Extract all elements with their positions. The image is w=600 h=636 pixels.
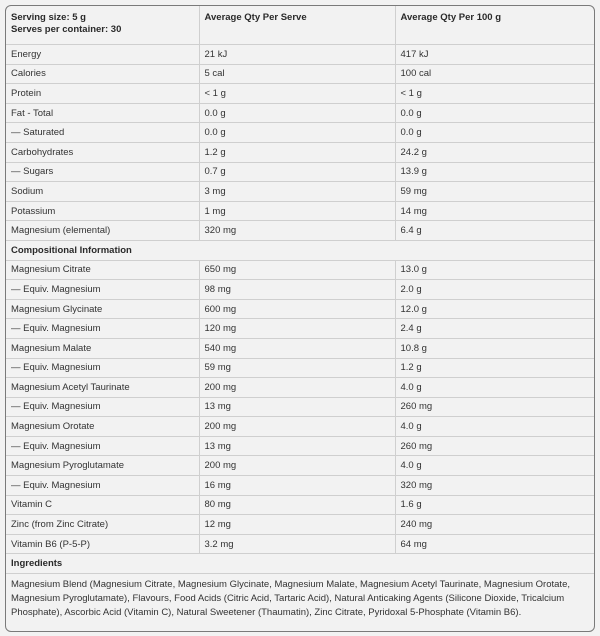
table-row — [6, 162, 594, 182]
nutrient-name: Calories — [6, 64, 199, 84]
qty-per-100g: 6.4 g — [395, 221, 594, 241]
nutrient-name: — Equiv. Magnesium — [6, 319, 199, 339]
nutrition-panel — [5, 5, 595, 632]
nutrient-name: Protein — [6, 84, 199, 104]
qty-per-serve: 16 mg — [199, 476, 395, 496]
qty-per-100g: 2.4 g — [395, 319, 594, 339]
qty-per-100g: 1.6 g — [395, 495, 594, 515]
qty-per-serve: 320 mg — [199, 221, 395, 241]
qty-per-serve: 200 mg — [199, 378, 395, 398]
table-row — [6, 338, 594, 358]
nutrient-name: — Equiv. Magnesium — [6, 280, 199, 300]
qty-per-serve: 200 mg — [199, 456, 395, 476]
nutrient-name: Magnesium Glycinate — [6, 299, 199, 319]
table-row — [6, 201, 594, 221]
qty-per-100g: 240 mg — [395, 515, 594, 535]
qty-per-100g: 59 mg — [395, 182, 594, 202]
qty-per-100g: 64 mg — [395, 534, 594, 554]
qty-per-100g: 4.0 g — [395, 417, 594, 437]
nutrient-name: — Sugars — [6, 162, 199, 182]
qty-per-serve: 98 mg — [199, 280, 395, 300]
nutrient-name: — Equiv. Magnesium — [6, 397, 199, 417]
nutrient-name: Magnesium (elemental) — [6, 221, 199, 241]
column-header-per-100g: Average Qty Per 100 g — [395, 6, 594, 45]
nutrient-name: Fat - Total — [6, 103, 199, 123]
table-row — [6, 319, 594, 339]
table-row — [6, 436, 594, 456]
qty-per-100g: < 1 g — [395, 84, 594, 104]
nutrient-name: Magnesium Pyroglutamate — [6, 456, 199, 476]
qty-per-100g: 14 mg — [395, 201, 594, 221]
table-row — [6, 182, 594, 202]
table-row — [6, 142, 594, 162]
nutrient-name: — Saturated — [6, 123, 199, 143]
qty-per-serve: 13 mg — [199, 436, 395, 456]
serving-size: Serving size: 5 g — [11, 12, 86, 23]
table-header-row — [6, 6, 594, 45]
nutrient-name: Magnesium Malate — [6, 338, 199, 358]
nutrient-name: Magnesium Citrate — [6, 260, 199, 280]
table-row — [6, 534, 594, 554]
table-row — [6, 299, 594, 319]
qty-per-serve: 13 mg — [199, 397, 395, 417]
servings-per-container: Serves per container: 30 — [11, 24, 122, 35]
qty-per-100g: 260 mg — [395, 436, 594, 456]
qty-per-serve: 3 mg — [199, 182, 395, 202]
compositional-heading: Compositional Information — [6, 240, 594, 260]
qty-per-serve: 1 mg — [199, 201, 395, 221]
table-row — [6, 45, 594, 65]
qty-per-serve: 200 mg — [199, 417, 395, 437]
column-header-per-serve: Average Qty Per Serve — [199, 6, 395, 45]
nutrient-name: Energy — [6, 45, 199, 65]
qty-per-100g: 12.0 g — [395, 299, 594, 319]
ingredients-text: Magnesium Blend (Magnesium Citrate, Magnesium Glycinate, Magnesium Malate, Magnesium Acetyl Taurinate, Magnesium Orotate, Magnesium Pyroglutamate), Flavours, Food Acids (Citric Acid, Tartaric Acid), Natural Anticaking Agents (Silicone Dioxide, Tricalcium Phosphate), Ascorbic Acid (Vitamin C), Natural Sweetener (Thaumatin), Zinc Citrate, Pyridoxal 5-Phosphate (Vitamin B6). — [6, 574, 594, 625]
ingredients-row — [6, 574, 594, 625]
nutrient-name: Carbohydrates — [6, 142, 199, 162]
qty-per-serve: 650 mg — [199, 260, 395, 280]
nutrient-name: Magnesium Acetyl Taurinate — [6, 378, 199, 398]
table-row — [6, 64, 594, 84]
qty-per-serve: < 1 g — [199, 84, 395, 104]
ingredients-heading-row — [6, 554, 594, 574]
qty-per-100g: 2.0 g — [395, 280, 594, 300]
qty-per-serve: 12 mg — [199, 515, 395, 535]
qty-per-100g: 13.9 g — [395, 162, 594, 182]
qty-per-serve: 59 mg — [199, 358, 395, 378]
table-row — [6, 456, 594, 476]
table-row — [6, 397, 594, 417]
qty-per-100g: 13.0 g — [395, 260, 594, 280]
qty-per-100g: 4.0 g — [395, 378, 594, 398]
table-row — [6, 476, 594, 496]
table-row — [6, 123, 594, 143]
qty-per-serve: 80 mg — [199, 495, 395, 515]
nutrient-name: — Equiv. Magnesium — [6, 358, 199, 378]
qty-per-serve: 0.7 g — [199, 162, 395, 182]
qty-per-100g: 1.2 g — [395, 358, 594, 378]
qty-per-100g: 260 mg — [395, 397, 594, 417]
table-row — [6, 221, 594, 241]
nutrient-name: — Equiv. Magnesium — [6, 476, 199, 496]
qty-per-100g: 0.0 g — [395, 103, 594, 123]
serving-info-cell — [6, 6, 199, 45]
qty-per-100g: 10.8 g — [395, 338, 594, 358]
qty-per-100g: 24.2 g — [395, 142, 594, 162]
nutrient-name: Zinc (from Zinc Citrate) — [6, 515, 199, 535]
compositional-heading-row — [6, 240, 594, 260]
qty-per-serve: 0.0 g — [199, 123, 395, 143]
nutrient-name: Magnesium Orotate — [6, 417, 199, 437]
table-row — [6, 84, 594, 104]
table-row — [6, 280, 594, 300]
qty-per-100g: 320 mg — [395, 476, 594, 496]
qty-per-serve: 5 cal — [199, 64, 395, 84]
qty-per-serve: 1.2 g — [199, 142, 395, 162]
qty-per-100g: 4.0 g — [395, 456, 594, 476]
qty-per-serve: 600 mg — [199, 299, 395, 319]
qty-per-serve: 3.2 mg — [199, 534, 395, 554]
nutrient-name: Sodium — [6, 182, 199, 202]
nutrient-name: — Equiv. Magnesium — [6, 436, 199, 456]
qty-per-serve: 120 mg — [199, 319, 395, 339]
table-row — [6, 378, 594, 398]
table-row — [6, 103, 594, 123]
table-row — [6, 495, 594, 515]
nutrient-name: Vitamin C — [6, 495, 199, 515]
table-row — [6, 358, 594, 378]
nutrition-table — [6, 6, 594, 624]
qty-per-100g: 0.0 g — [395, 123, 594, 143]
qty-per-serve: 21 kJ — [199, 45, 395, 65]
table-row — [6, 515, 594, 535]
qty-per-100g: 417 kJ — [395, 45, 594, 65]
nutrient-name: Vitamin B6 (P-5-P) — [6, 534, 199, 554]
qty-per-serve: 540 mg — [199, 338, 395, 358]
qty-per-100g: 100 cal — [395, 64, 594, 84]
qty-per-serve: 0.0 g — [199, 103, 395, 123]
ingredients-heading: Ingredients — [6, 554, 594, 574]
nutrient-name: Potassium — [6, 201, 199, 221]
table-row — [6, 260, 594, 280]
table-row — [6, 417, 594, 437]
